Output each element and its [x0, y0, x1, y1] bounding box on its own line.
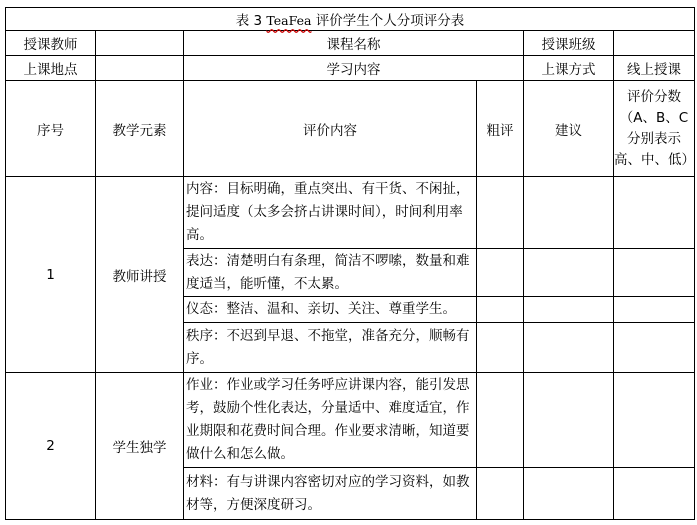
header-rating-line: 分别表示: [627, 130, 681, 147]
table-title: [6, 8, 695, 31]
criteria-cell: 作业：作业或学习任务呼应讲课内容，能引发思考，鼓励个性化表达，分量适中、难度适宜，作业期限和花费时间合理。作业要求清晰，知道要做什么和怎么做。: [184, 373, 477, 468]
criteria-cell: 仪态：整洁、温和、亲切、关注、尊重学生。: [184, 297, 477, 323]
rating-cell[interactable]: [614, 177, 695, 249]
table-row: [6, 373, 695, 468]
table-title-prefix: 表 3: [235, 13, 267, 29]
info-row-1: [6, 31, 695, 56]
suggestion-cell[interactable]: [524, 323, 614, 373]
header-index: 序号: [6, 81, 96, 177]
suggestion-cell[interactable]: [524, 249, 614, 297]
teacher-value: [96, 31, 184, 56]
class-label: 授课班级: [524, 31, 614, 56]
title-row: [6, 8, 695, 31]
course-label: 课程名称: [184, 31, 524, 56]
suggestion-cell[interactable]: [524, 468, 614, 520]
group-2-index: 2: [6, 373, 96, 520]
info-row-2: [6, 56, 695, 81]
rating-cell[interactable]: [614, 468, 695, 520]
score-cell[interactable]: [477, 323, 524, 373]
score-cell[interactable]: [477, 373, 524, 468]
teacher-label: 授课教师: [6, 31, 96, 56]
header-rating: [614, 81, 695, 177]
criteria-cell: 秩序：不迟到早退、不拖堂，准备充分，顺畅有序。: [184, 323, 477, 373]
suggestion-cell[interactable]: [524, 297, 614, 323]
score-cell[interactable]: [477, 177, 524, 249]
table-row: [6, 177, 695, 249]
table-title-latin: TeaFea: [266, 13, 312, 28]
rating-cell[interactable]: [614, 297, 695, 323]
suggestion-cell[interactable]: [524, 177, 614, 249]
score-cell[interactable]: [477, 468, 524, 520]
group-2-element: 学生独学: [96, 373, 184, 520]
header-score: 粗评: [477, 81, 524, 177]
group-1-element: 教师讲授: [96, 177, 184, 373]
header-suggestion: 建议: [524, 81, 614, 177]
mode-value: 线上授课: [614, 56, 695, 81]
evaluation-table: [5, 7, 695, 520]
rating-cell[interactable]: [614, 323, 695, 373]
header-row: [6, 81, 695, 177]
criteria-cell: 材料：有与讲课内容密切对应的学习资料，如教材等，方便深度研习。: [184, 468, 477, 520]
criteria-cell: 内容：目标明确，重点突出、有干货、不闲扯，提问适度（太多会挤占讲课时间），时间利用率高。: [184, 177, 477, 249]
location-value: [96, 56, 184, 81]
rating-cell[interactable]: [614, 249, 695, 297]
suggestion-cell[interactable]: [524, 373, 614, 468]
header-rating-line: 高、中、低）: [614, 151, 695, 168]
mode-label: 上课方式: [524, 56, 614, 81]
table-title-suffix: 评价学生个人分项评分表: [311, 13, 465, 29]
group-1-index: 1: [6, 177, 96, 373]
criteria-cell: 表达：清楚明白有条理，简洁不啰嗦，数量和难度适当，能听懂，不太累。: [184, 249, 477, 297]
location-label: 上课地点: [6, 56, 96, 81]
rating-cell[interactable]: [614, 373, 695, 468]
header-rating-line: 评价分数: [627, 88, 681, 105]
header-element: 教学元素: [96, 81, 184, 177]
score-cell[interactable]: [477, 297, 524, 323]
class-value: [614, 31, 695, 56]
header-criteria: 评价内容: [184, 81, 477, 177]
header-rating-line: （A、B、C: [619, 109, 689, 126]
content-label: 学习内容: [184, 56, 524, 81]
score-cell[interactable]: [477, 249, 524, 297]
